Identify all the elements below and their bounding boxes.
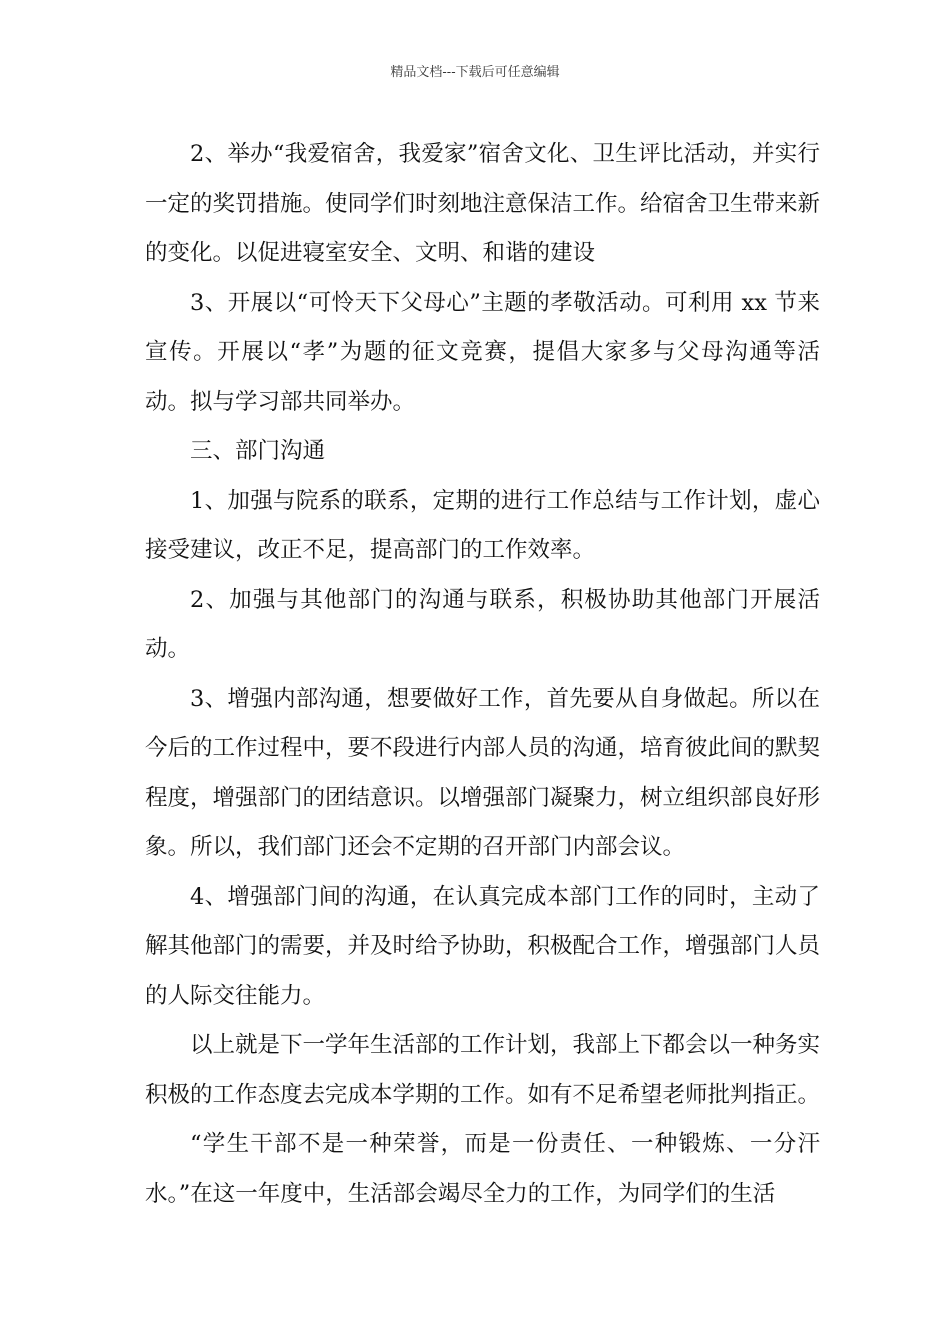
paragraph-summary: 以上就是下一学年生活部的工作计划，我部上下都会以一种务实积极的工作态度去完成本学期的工作。如有不足希望老师批判指正。 xyxy=(145,1032,821,1108)
paragraph-other-departments: 2、加强与其他部门的沟通与联系，积极协助其他部门开展活动。 xyxy=(145,586,820,662)
paragraph-college-contact: 1、加强与院系的联系，定期的进行工作总结与工作计划，虚心接受建议，改正不足，提高部门的工作效率。 xyxy=(145,487,820,563)
paragraph-filial-activity: 3、开展以“可怜天下父母心”主题的孝敬活动。可利用 xx 节来宣传。开展以“孝”为题的征文竞赛，提倡大家多与父母沟通等活动。拟与学习部共同举办。 xyxy=(145,289,820,415)
document-body xyxy=(145,130,820,1219)
paragraph-inter-department: 4、增强部门间的沟通，在认真完成本部门工作的同时，主动了解其他部门的需要，并及时给予协助，积极配合工作，增强部门人员的人际交往能力。 xyxy=(145,883,821,1009)
paragraph-quote: “学生干部不是一种荣誉，而是一份责任、一种锻炼、一分汗水。”在这一年度中，生活部会竭尽全力的工作，为同学们的生活 xyxy=(145,1131,820,1207)
paragraph-internal-communication: 3、增强内部沟通，想要做好工作，首先要从自身做起。所以在今后的工作过程中，要不段进行内部人员的沟通，培育彼此间的默契程度，增强部门的团结意识。以增强部门凝聚力，树立组织部良好形象。所以，我们部门还会不定期的召开部门内部会议。 xyxy=(145,685,821,860)
section-heading-communication: 三、部门沟通 xyxy=(190,438,326,464)
paragraph-dorm-activity: 2、举办“我爱宿舍，我爱家”宿舍文化、卫生评比活动，并实行一定的奖罚措施。使同学们时刻地注意保洁工作。给宿舍卫生带来新的变化。以促进寝室安全、文明、和谐的建设 xyxy=(145,141,821,266)
page-header: 精品文档---下载后可任意编辑 xyxy=(390,65,560,80)
